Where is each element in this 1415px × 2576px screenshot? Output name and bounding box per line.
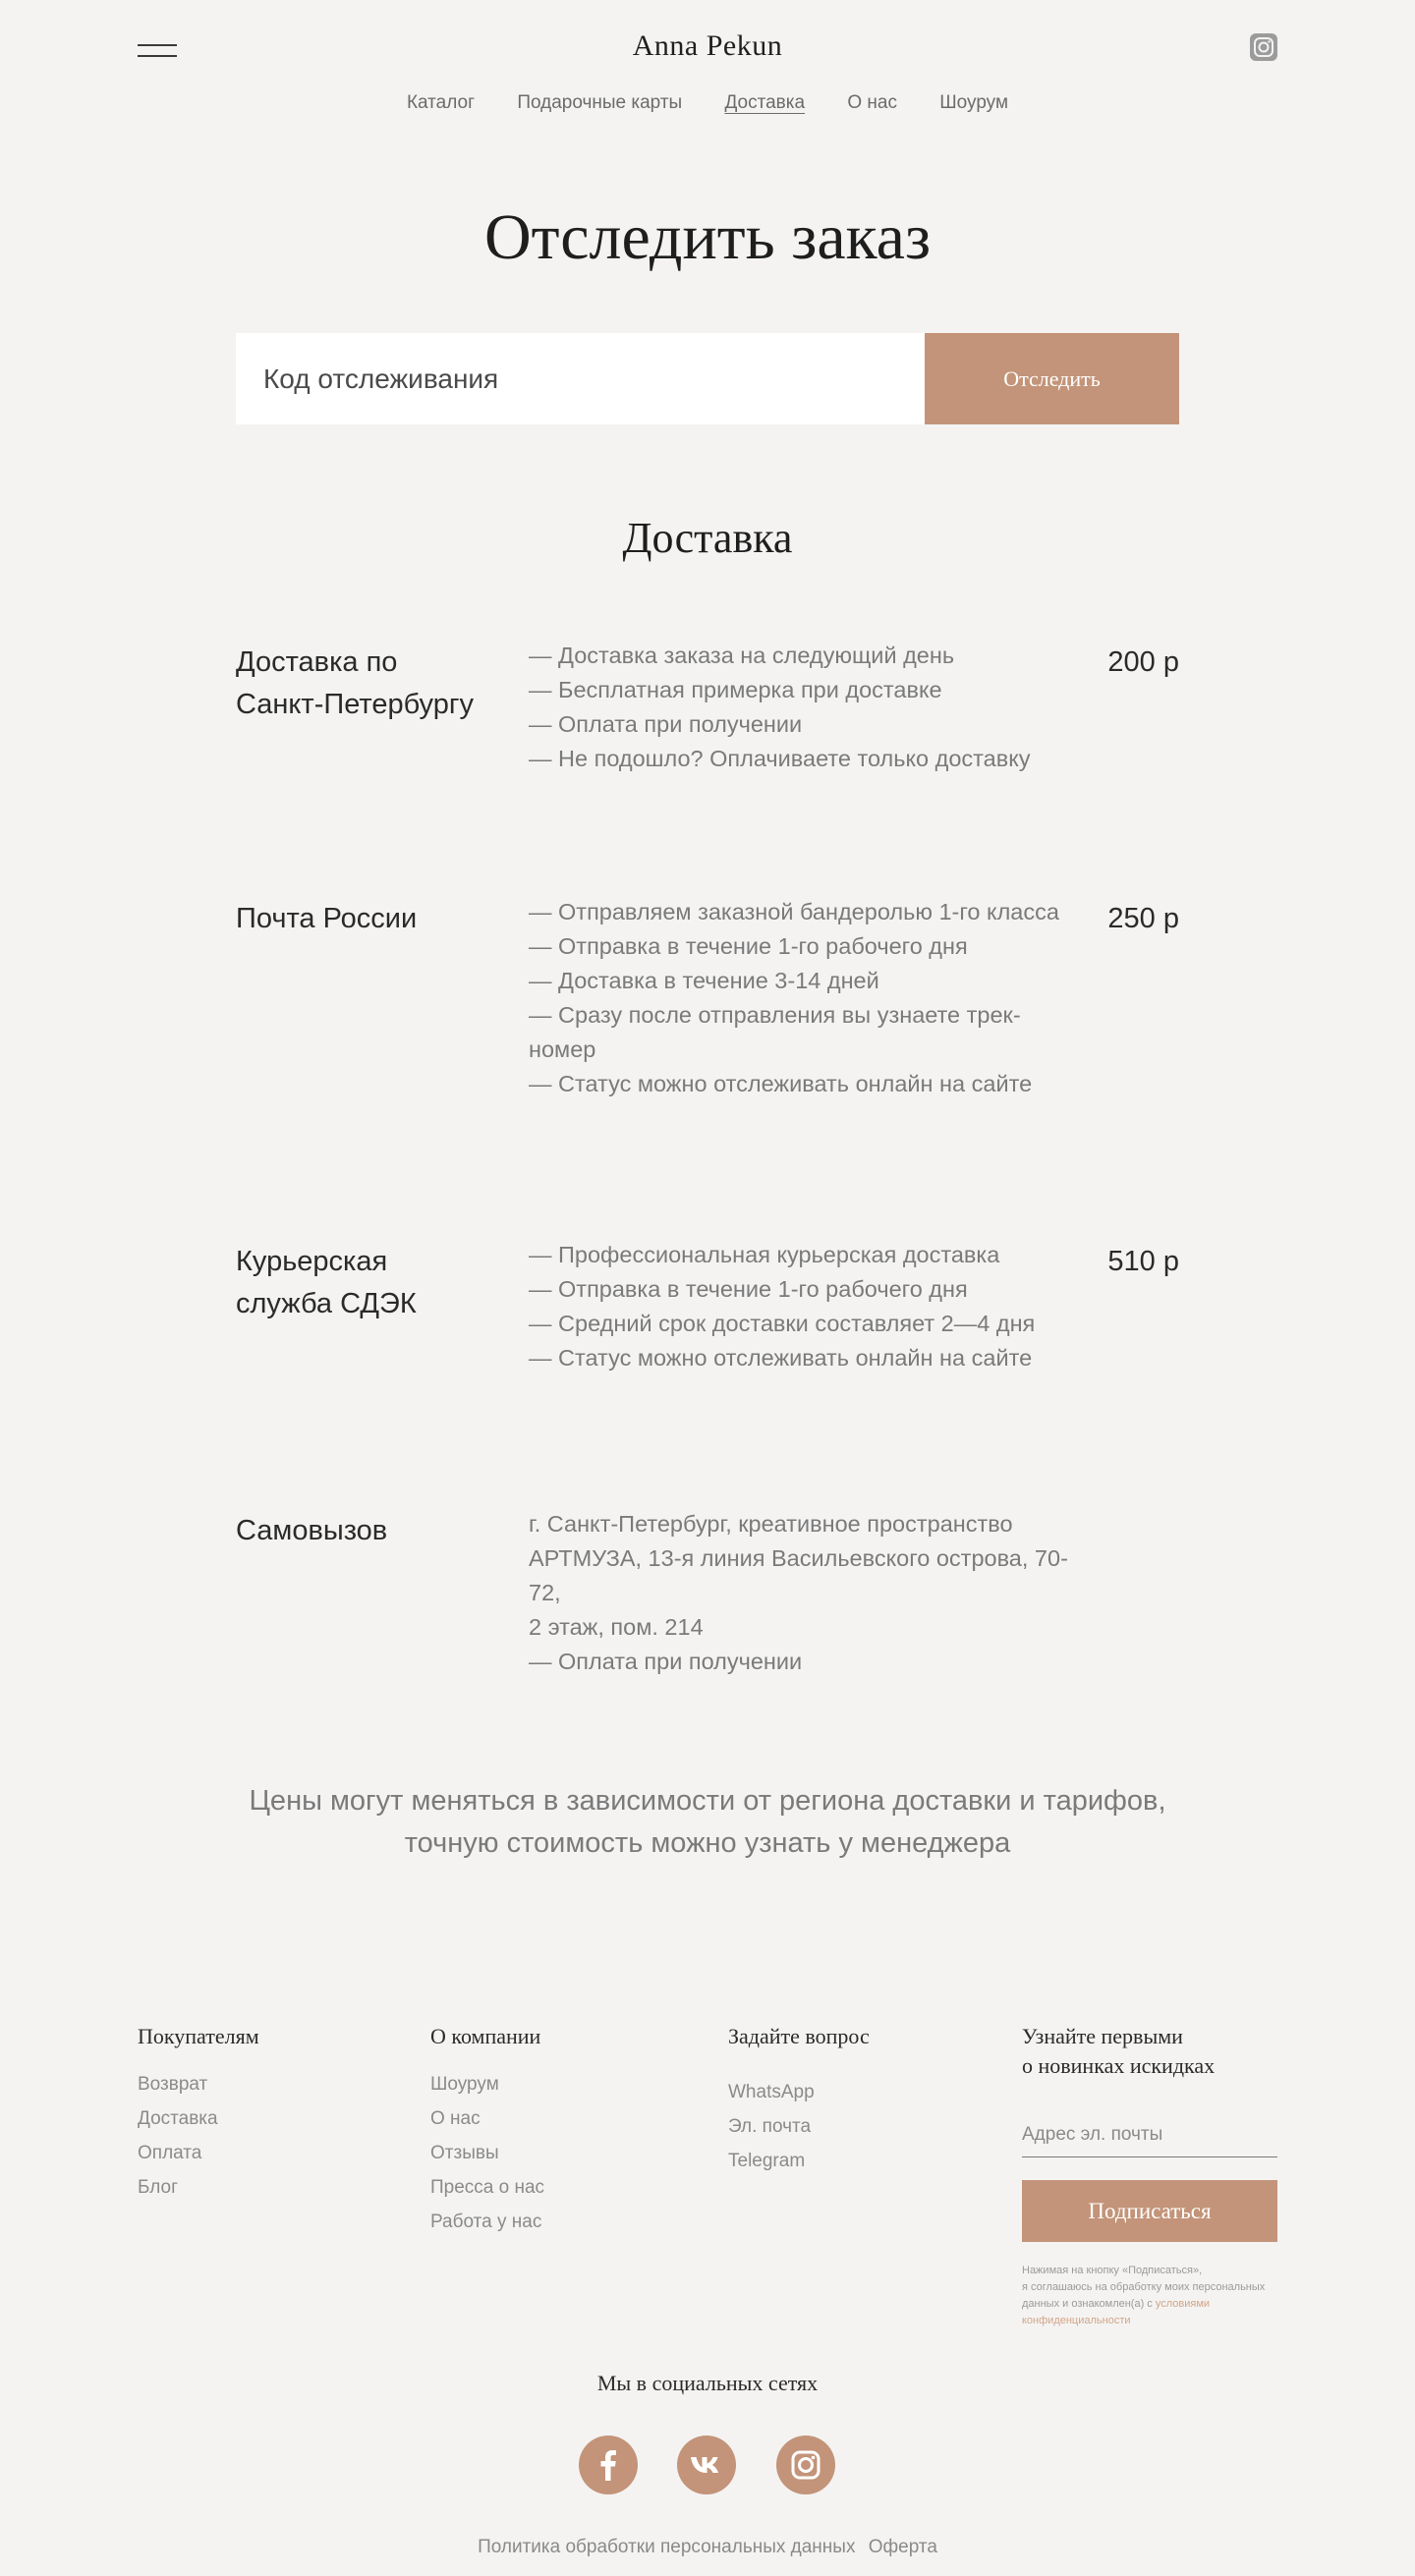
method-name: Почта России xyxy=(236,903,418,934)
method-features xyxy=(529,895,1079,1101)
method-features xyxy=(529,1238,1079,1375)
footer-link-showroom[interactable]: Шоурум xyxy=(430,2074,499,2095)
tracking-code-input[interactable] xyxy=(236,333,925,424)
method-name: Доставка по Санкт-Петербургу xyxy=(236,646,474,720)
list-item: — Сразу после отправления вы узнаете трек-номер xyxy=(529,1002,1021,1062)
site-header xyxy=(0,0,1415,138)
method-name: Курьерская служба СДЭК xyxy=(236,1246,417,1319)
list-item: — Отправка в течение 1-го рабочего дня xyxy=(529,1276,968,1302)
pickup-payment: — Оплата при получении xyxy=(529,1649,803,1674)
list-item: — Отправка в течение 1-го рабочего дня xyxy=(529,933,968,959)
footer-buyers xyxy=(138,2022,259,2205)
tracking-title: Отследить заказ xyxy=(483,201,932,273)
footer-link-blog[interactable]: Блог xyxy=(138,2177,179,2198)
nav-catalog[interactable]: Каталог xyxy=(406,92,476,113)
list-item: — Статус можно отслеживать онлайн на сайте xyxy=(529,1071,1033,1096)
nav-gift-cards[interactable]: Подарочные карты xyxy=(517,92,683,113)
method-price: 250 р xyxy=(1107,903,1179,934)
footer-link-about[interactable]: О нас xyxy=(430,2108,481,2129)
legal-links xyxy=(0,2537,1415,2558)
footer-company xyxy=(430,2022,544,2239)
method-name: Самовызов xyxy=(236,1515,388,1546)
privacy-terms-link[interactable]: условиями xyxy=(1155,2298,1211,2310)
list-item: — Статус можно отслеживать онлайн на сайте xyxy=(529,1345,1033,1371)
delivery-title: Доставка xyxy=(622,514,793,562)
email-field[interactable] xyxy=(1022,2112,1277,2157)
list-item: — Профессиональная курьерская доставка xyxy=(529,1242,1000,1267)
footer-link-reviews[interactable]: Отзывы xyxy=(430,2143,499,2163)
footer-heading: Покупателям xyxy=(138,2024,259,2048)
track-button[interactable]: Отследить xyxy=(925,333,1179,424)
method-features xyxy=(529,639,1079,776)
footer-subscribe xyxy=(1022,2022,1215,2097)
footer-ask xyxy=(728,2022,870,2178)
consent-text: Нажимая на кнопку «Подписаться», я соглашаюсь на обработку моих персональных данных и ознакомлен(а) с условиями конфиденциальности xyxy=(1022,2265,1266,2326)
footer-link-payment[interactable]: Оплата xyxy=(138,2143,202,2163)
nav-about[interactable]: О нас xyxy=(847,92,897,113)
privacy-policy-link[interactable]: Политика обработки персональных данных xyxy=(478,2537,856,2557)
footer-link-delivery[interactable]: Доставка xyxy=(138,2108,218,2129)
footer-heading: Задайте вопрос xyxy=(728,2024,870,2048)
footer-link-email[interactable]: Эл. почта xyxy=(728,2116,812,2137)
main-nav xyxy=(0,92,1415,114)
offer-link[interactable]: Оферта xyxy=(868,2537,937,2557)
method-price: 510 р xyxy=(1107,1246,1179,1277)
price-note: Цены могут меняться в зависимости от региона доставки и тарифов, точную стоимость можно узнать у менеджера xyxy=(249,1785,1166,1859)
footer-link-whatsapp[interactable]: WhatsApp xyxy=(728,2082,815,2102)
vk-icon[interactable] xyxy=(677,2436,736,2494)
instagram-icon[interactable] xyxy=(1250,33,1277,61)
subscribe-heading: Узнайте первыми о новинках искидках xyxy=(1022,2024,1216,2078)
list-item: — Бесплатная примерка при доставке xyxy=(529,677,942,702)
brand-logo[interactable]: Anna Pekun xyxy=(632,29,783,62)
pickup-address: г. Санкт-Петербург, креативное пространство АРТМУЗА, 13-я линия Васильевского острова, 70-72, 2 этаж, пом. 214 xyxy=(529,1511,1068,1640)
list-item: — Доставка в течение 3-14 дней xyxy=(529,968,879,993)
footer-link-press[interactable]: Пресса о нас xyxy=(430,2177,545,2198)
nav-delivery[interactable]: Доставка xyxy=(724,92,806,113)
list-item: — Средний срок доставки составляет 2—4 дня xyxy=(529,1311,1036,1336)
footer-link-careers[interactable]: Работа у нас xyxy=(430,2212,542,2232)
privacy-terms-link-cont[interactable]: конфиденциальности xyxy=(1022,2315,1131,2326)
method-price: 200 р xyxy=(1107,646,1179,678)
list-item: — Оплата при получении xyxy=(529,711,803,737)
subscribe-button[interactable]: Подписаться xyxy=(1022,2180,1277,2242)
list-item: — Доставка заказа на следующий день xyxy=(529,643,955,668)
nav-showroom[interactable]: Шоурум xyxy=(939,92,1009,113)
facebook-icon[interactable] xyxy=(579,2436,638,2494)
footer-heading: О компании xyxy=(430,2024,541,2048)
instagram-icon[interactable] xyxy=(776,2436,835,2494)
list-item: — Не подошло? Оплачиваете только доставку xyxy=(529,746,1031,771)
footer-link-telegram[interactable]: Telegram xyxy=(728,2151,806,2171)
footer-link-returns[interactable]: Возврат xyxy=(138,2074,208,2095)
social-title: Мы в социальных сетях xyxy=(596,2371,819,2395)
list-item: — Отправляем заказной бандеролью 1-го класса xyxy=(529,899,1059,924)
